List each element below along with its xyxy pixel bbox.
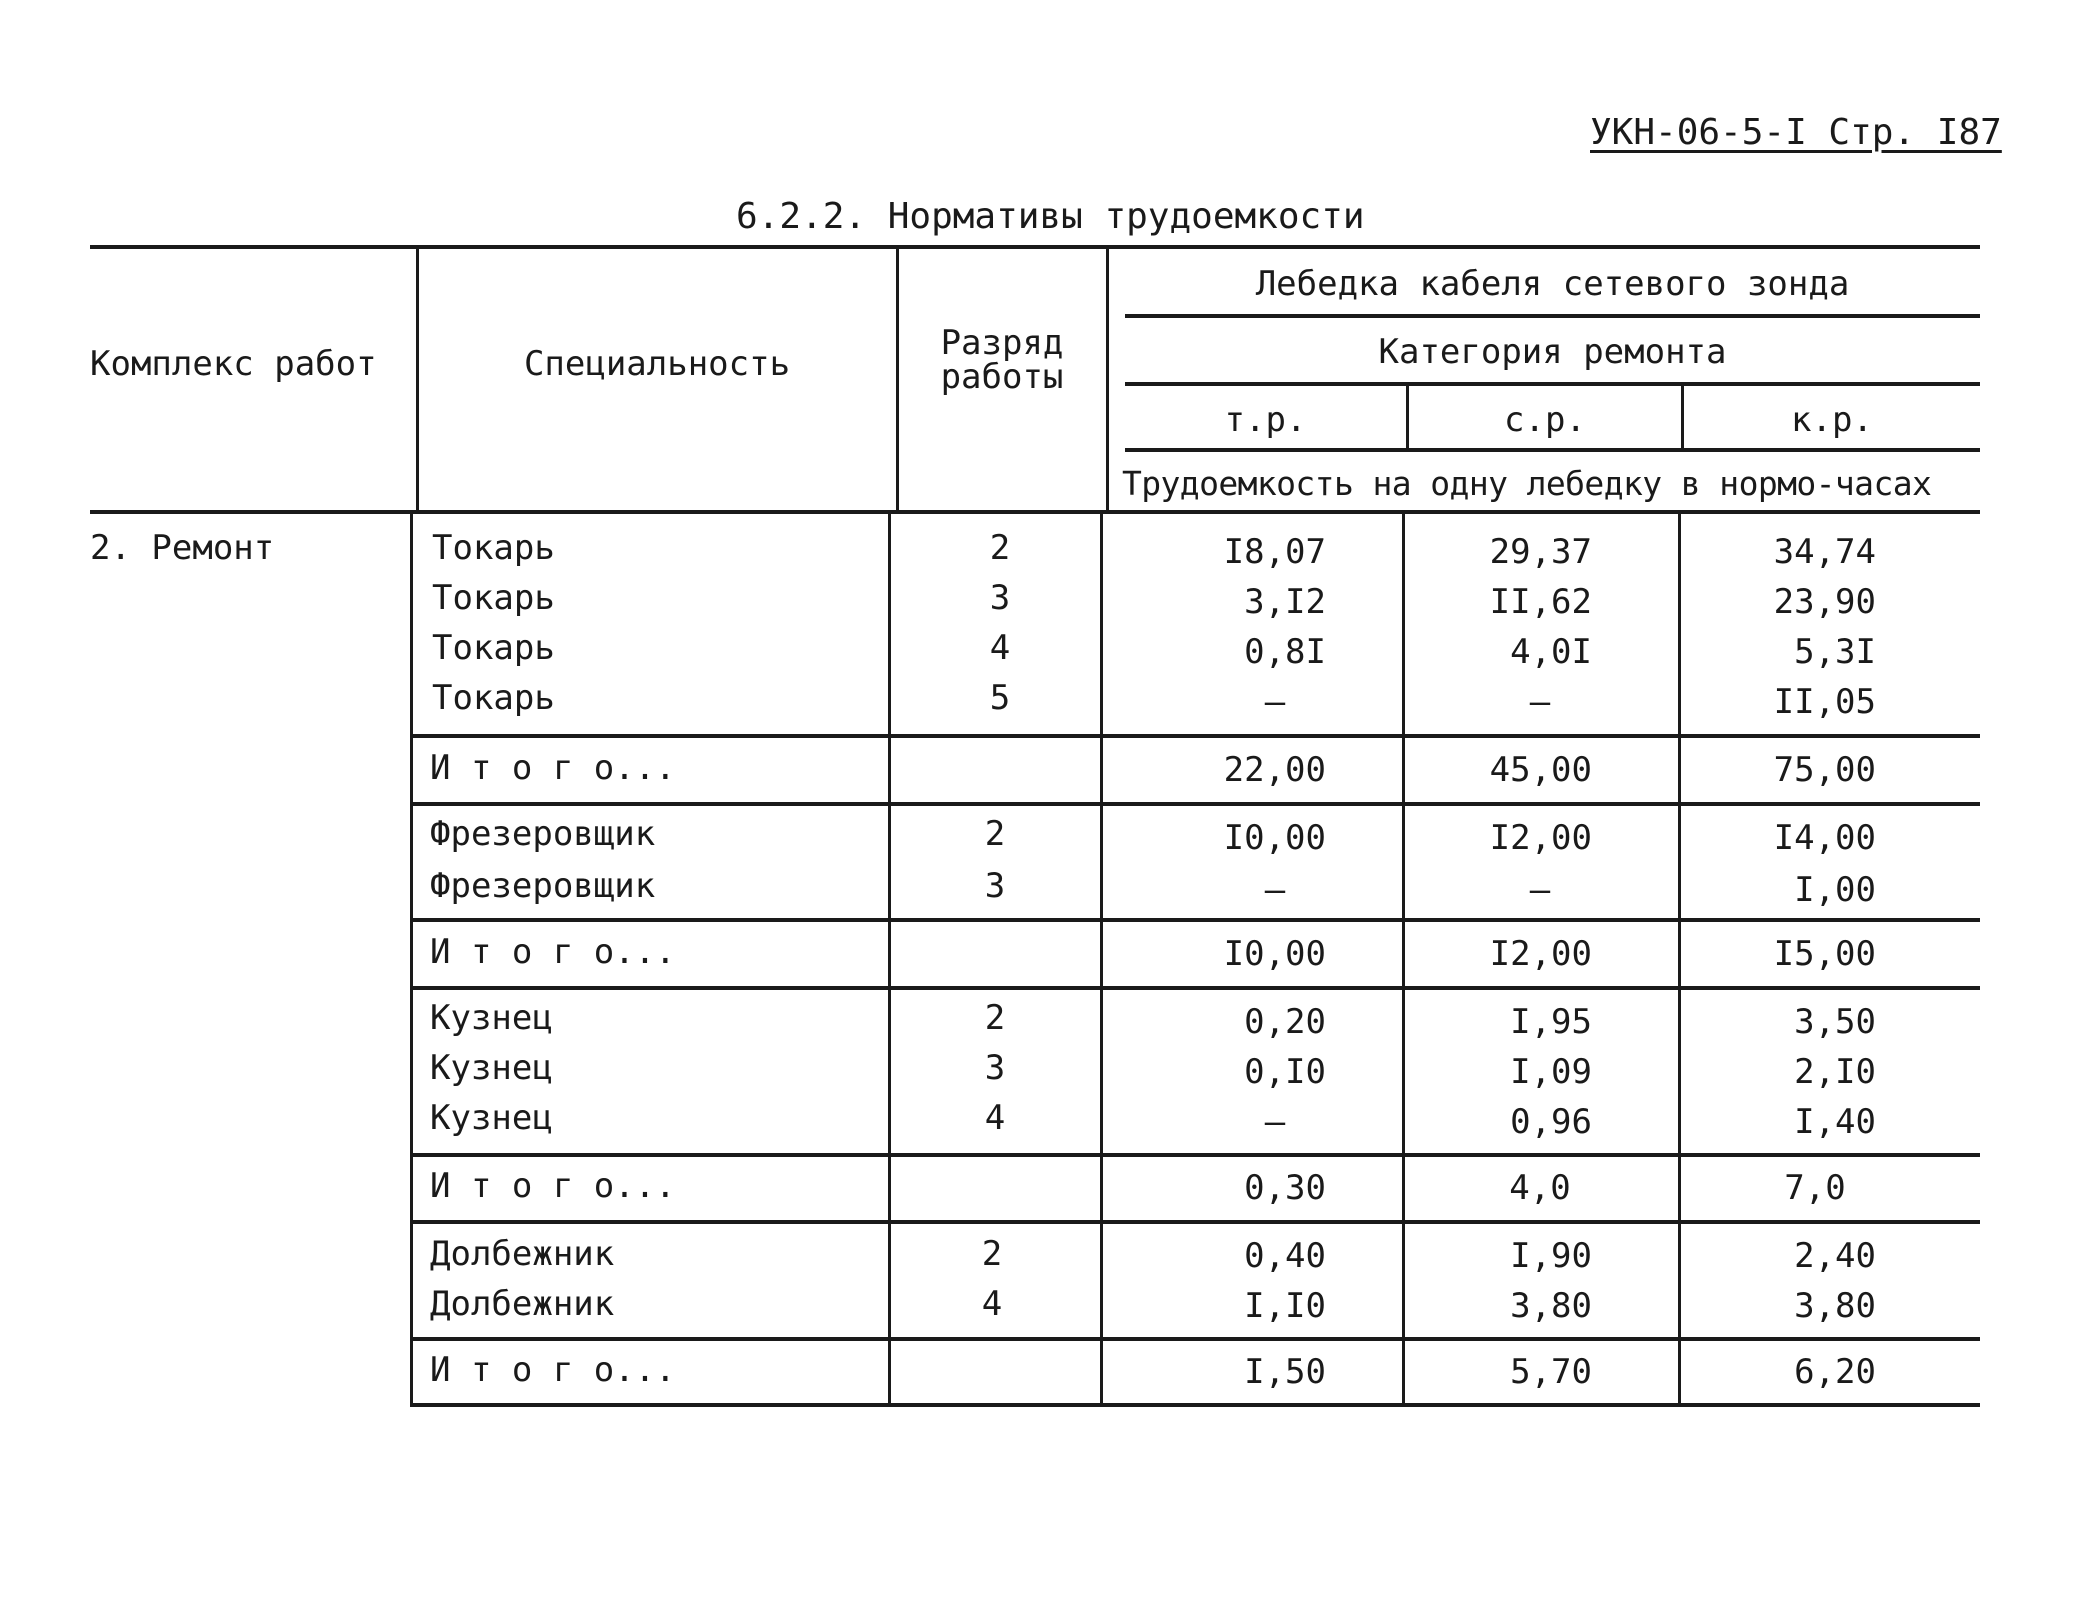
row-grade: 2 [989,528,1011,568]
total-value-kr: 6,20 [1794,1352,1876,1392]
row-value-kr: I,40 [1794,1102,1876,1142]
body-divider-sr-kr [1678,510,1681,1406]
row-grade: 4 [989,628,1011,668]
header-cat-kr: к.р. [1791,400,1873,440]
row-value-kr: 23,90 [1773,582,1876,622]
category-header-rule [1125,382,1980,386]
row-value-kr: I,00 [1794,870,1876,910]
total-value-sr: 5,70 [1510,1352,1592,1392]
row-specialty: Токарь [432,578,555,618]
header-cat-sr: с.р. [1504,400,1586,440]
complex-name: 2. Ремонт [90,528,275,568]
body-divider-grade [888,510,891,1406]
row-value-tr: I,I0 [1244,1286,1326,1326]
total-value-sr: 4,0 [1509,1168,1571,1208]
row-grade: 4 [981,1284,1003,1324]
row-value-kr: 5,3I [1794,632,1876,672]
row-value-tr: I8,07 [1223,532,1326,572]
row-value-sr: 3,80 [1510,1286,1592,1326]
body-divider-tr-sr [1402,510,1405,1406]
header-complex: Комплекс работ [90,344,377,384]
table-top-rule [90,245,1980,249]
row-value-kr: 2,I0 [1794,1052,1876,1092]
row-value-tr: – [1264,682,1286,722]
row-specialty: Фрезеровщик [430,814,656,854]
row-specialty: Фрезеровщик [430,866,656,906]
row-value-sr: I,90 [1510,1236,1592,1276]
rule-after-total-3 [410,1220,1980,1224]
total-value-tr: I,50 [1244,1352,1326,1392]
row-value-tr: 0,8I [1244,632,1326,672]
row-value-tr: 0,40 [1244,1236,1326,1276]
row-grade: 4 [984,1098,1006,1138]
total-value-tr: 22,00 [1223,750,1326,790]
row-value-sr: I,95 [1510,1002,1592,1042]
total-value-kr: I5,00 [1773,934,1876,974]
row-value-tr: – [1264,1102,1286,1142]
row-value-sr: II,62 [1489,582,1592,622]
row-value-kr: 3,80 [1794,1286,1876,1326]
total-value-tr: 0,30 [1244,1168,1326,1208]
row-value-sr: 0,96 [1510,1102,1592,1142]
header-grade-line1: Разряд [940,323,1064,363]
total-value-sr: 45,00 [1489,750,1592,790]
row-value-tr: 3,I2 [1244,582,1326,622]
row-value-sr: I,09 [1510,1052,1592,1092]
row-grade: 2 [984,998,1006,1038]
header-grade-line2: работы [940,357,1064,397]
row-specialty: Токарь [432,628,555,668]
total-value-sr: I2,00 [1489,934,1592,974]
row-specialty: Токарь [432,678,555,718]
group-header-rule [1125,314,1980,318]
row-specialty: Кузнец [430,998,553,1038]
row-specialty: Долбежник [430,1284,615,1324]
table-bottom-rule [410,1403,1980,1407]
row-value-sr: – [1529,682,1551,722]
row-specialty: Долбежник [430,1234,615,1274]
rule-before-total-3 [410,1153,1980,1157]
row-specialty: Токарь [432,528,555,568]
total-value-kr: 7,0 [1784,1168,1846,1208]
row-value-tr: I0,00 [1223,818,1326,858]
row-grade: 2 [981,1234,1003,1274]
row-value-sr: – [1529,870,1551,910]
header-divider-values [1106,245,1109,510]
rule-before-total-2 [410,918,1980,922]
total-label: И т о г о... [430,932,676,972]
row-value-tr: – [1264,870,1286,910]
header-bottom-rule [90,510,1980,514]
row-grade: 2 [984,814,1006,854]
total-label: И т о г о... [430,1166,676,1206]
row-grade: 3 [984,1048,1006,1088]
total-label: И т о г о... [430,1350,676,1390]
row-value-kr: 2,40 [1794,1236,1876,1276]
row-value-kr: I4,00 [1773,818,1876,858]
row-value-sr: I2,00 [1489,818,1592,858]
header-specialty: Специальность [523,344,791,384]
section-title: 6.2.2. Нормативы трудоемкости [736,196,1365,237]
rule-after-total-1 [410,802,1980,806]
header-group: Лебедка кабеля сетевого зонда [1255,264,1850,304]
row-grade: 5 [989,678,1011,718]
row-value-tr: 0,I0 [1244,1052,1326,1092]
page-reference: УКН-06-5-I Стр. I87 [1590,112,2002,153]
total-label: И т о г о... [430,748,676,788]
total-value-tr: I0,00 [1223,934,1326,974]
row-value-tr: 0,20 [1244,1002,1326,1042]
header-category: Категория ремонта [1378,332,1727,372]
rule-before-total-4 [410,1337,1980,1341]
row-value-kr: 3,50 [1794,1002,1876,1042]
body-divider-values [1100,510,1103,1406]
rule-before-total-1 [410,734,1980,738]
row-value-kr: 34,74 [1773,532,1876,572]
header-unit: Трудоемкость на одну лебедку в нормо-часах [1122,464,1932,503]
row-specialty: Кузнец [430,1098,553,1138]
row-grade: 3 [989,578,1011,618]
row-grade: 3 [984,866,1006,906]
row-value-kr: II,05 [1773,682,1876,722]
header-cat-tr: т.р. [1224,400,1307,440]
body-divider-left [410,510,413,1406]
row-value-sr: 29,37 [1489,532,1592,572]
total-value-kr: 75,00 [1773,750,1876,790]
rule-after-total-2 [410,986,1980,990]
subcategory-header-rule [1125,448,1980,452]
row-value-sr: 4,0I [1510,632,1592,672]
row-specialty: Кузнец [430,1048,553,1088]
